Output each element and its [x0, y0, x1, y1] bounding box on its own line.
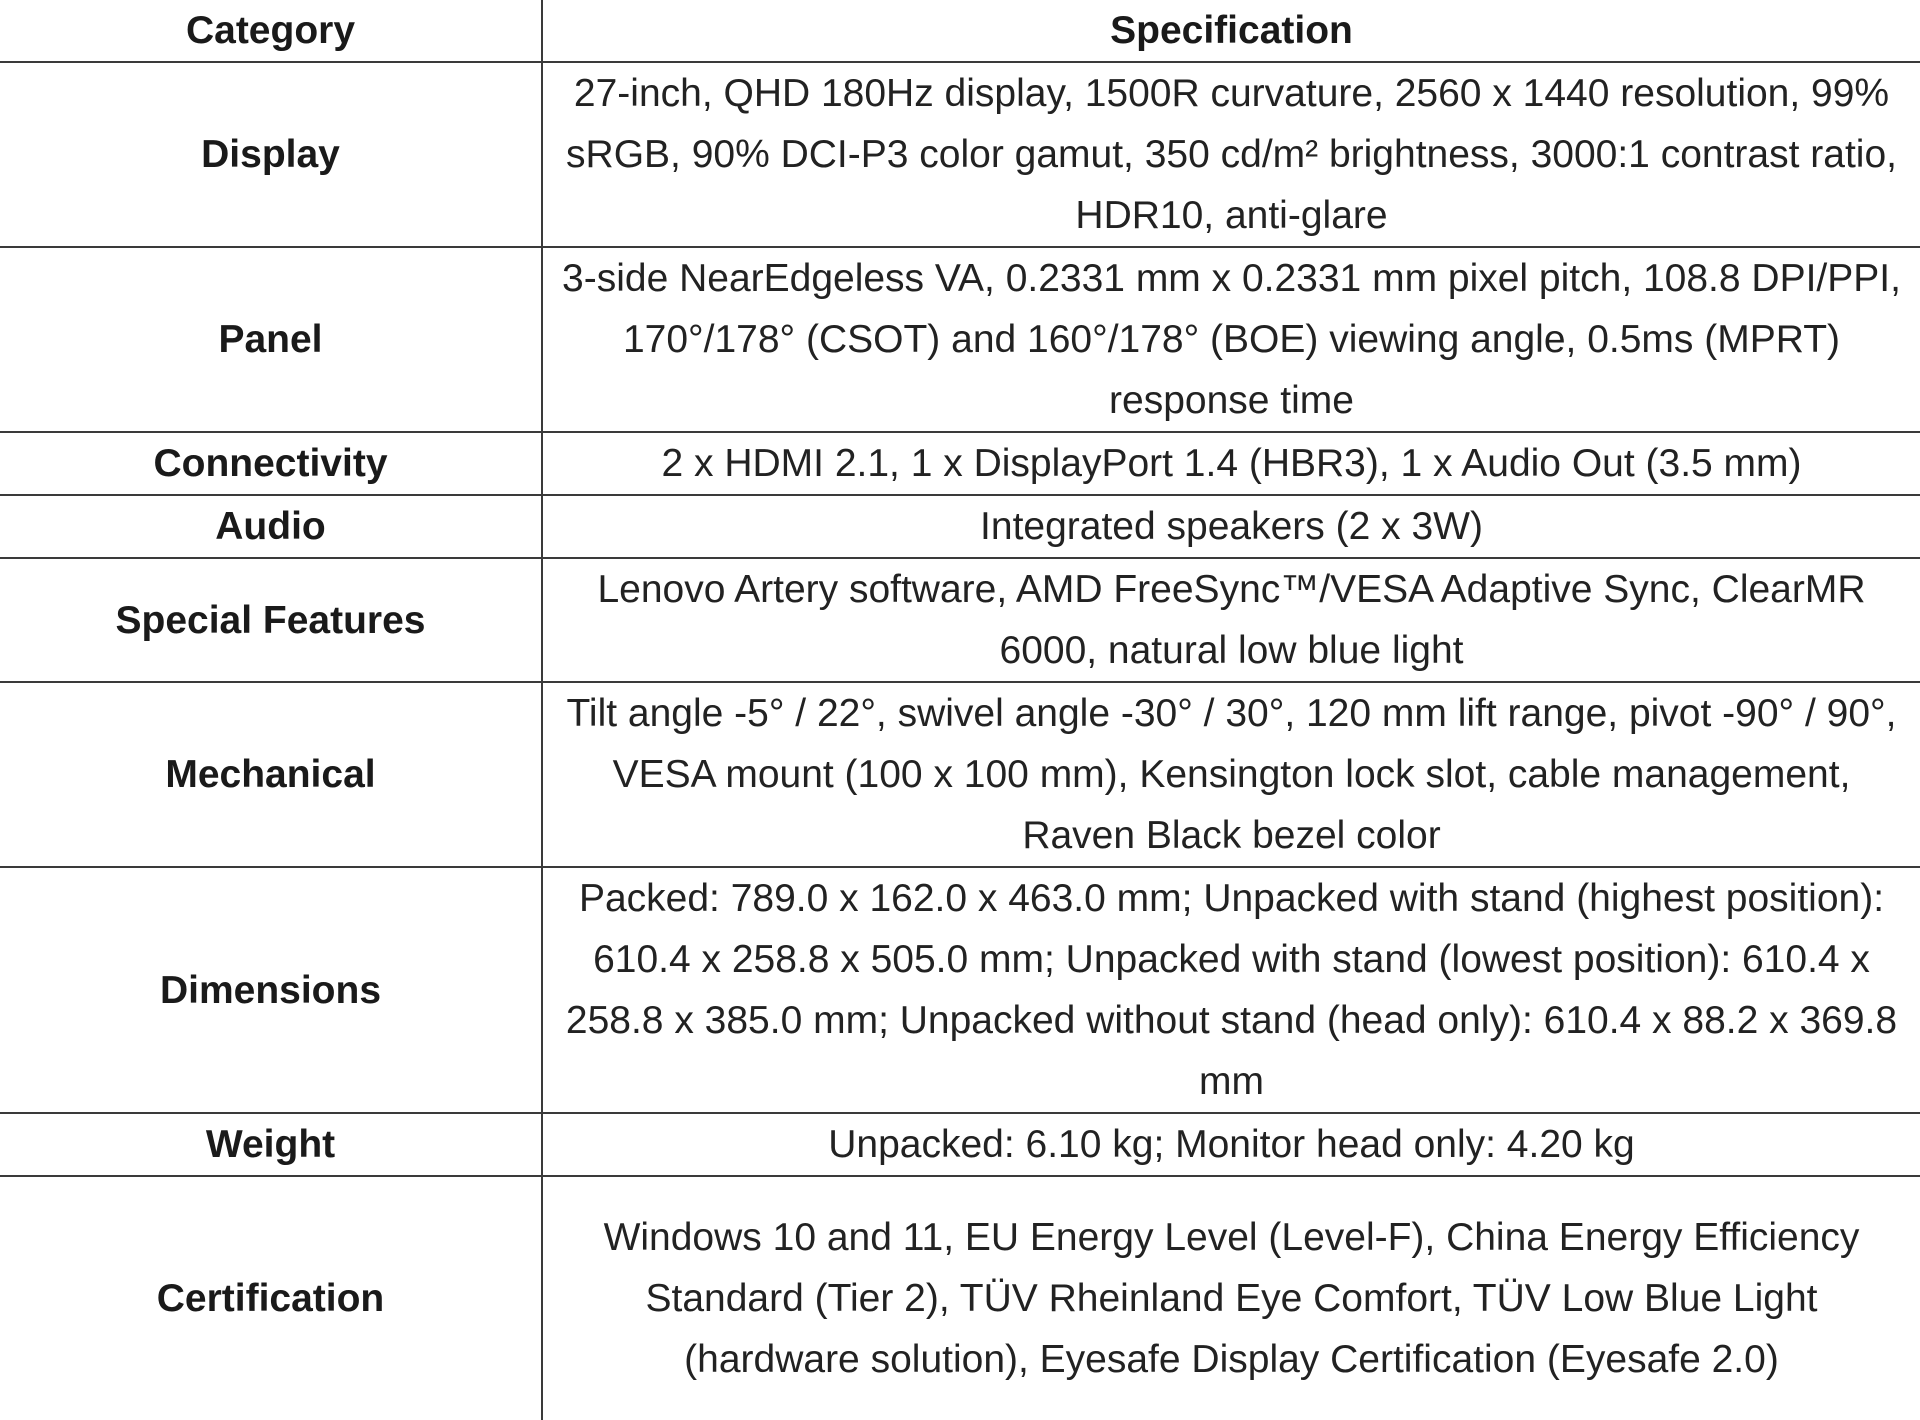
- category-cell: Certification: [0, 1176, 542, 1420]
- category-cell: Panel: [0, 247, 542, 432]
- table-row: [0, 495, 1920, 558]
- table-row: [0, 432, 1920, 495]
- table-row: [0, 558, 1920, 682]
- table-row: [0, 62, 1920, 247]
- specification-cell: Tilt angle -5° / 22°, swivel angle -30° / 30°, 120 mm lift range, pivot -90° / 90°, VESA mount (100 x 100 mm), Kensington lock slot, cable management, Raven Black bezel color: [542, 682, 1920, 867]
- table-body: [0, 62, 1920, 1420]
- category-cell: Weight: [0, 1113, 542, 1176]
- specification-cell: Integrated speakers (2 x 3W): [542, 495, 1920, 558]
- specification-cell: Unpacked: 6.10 kg; Monitor head only: 4.20 kg: [542, 1113, 1920, 1176]
- table-header: [0, 0, 1920, 62]
- header-category: Category: [0, 0, 542, 62]
- category-cell: Mechanical: [0, 682, 542, 867]
- table-row: [0, 682, 1920, 867]
- table-row: [0, 247, 1920, 432]
- category-cell: Special Features: [0, 558, 542, 682]
- specification-cell: Windows 10 and 11, EU Energy Level (Level-F), China Energy Efficiency Standard (Tier 2), TÜV Rheinland Eye Comfort, TÜV Low Blue Light (hardware solution), Eyesafe Display Certification (Eyesafe 2.0): [542, 1176, 1920, 1420]
- specification-cell: 27-inch, QHD 180Hz display, 1500R curvature, 2560 x 1440 resolution, 99% sRGB, 90% DCI-P3 color gamut, 350 cd/m² brightness, 3000:1 contrast ratio, HDR10, anti-glare: [542, 62, 1920, 247]
- category-cell: Audio: [0, 495, 542, 558]
- header-specification: Specification: [542, 0, 1920, 62]
- specification-cell: Lenovo Artery software, AMD FreeSync™/VESA Adaptive Sync, ClearMR 6000, natural low blue light: [542, 558, 1920, 682]
- category-cell: Display: [0, 62, 542, 247]
- header-row: [0, 0, 1920, 62]
- category-cell: Connectivity: [0, 432, 542, 495]
- specification-cell: 3-side NearEdgeless VA, 0.2331 mm x 0.2331 mm pixel pitch, 108.8 DPI/PPI, 170°/178° (CSOT) and 160°/178° (BOE) viewing angle, 0.5ms (MPRT) response time: [542, 247, 1920, 432]
- table-row: [0, 867, 1920, 1113]
- specification-cell: Packed: 789.0 x 162.0 x 463.0 mm; Unpacked with stand (highest position): 610.4 x 258.8 x 505.0 mm; Unpacked with stand (lowest position): 610.4 x 258.8 x 385.0 mm; Unpacked without stand (head only): 610.4 x 88.2 x 369.8 mm: [542, 867, 1920, 1113]
- specification-cell: 2 x HDMI 2.1, 1 x DisplayPort 1.4 (HBR3), 1 x Audio Out (3.5 mm): [542, 432, 1920, 495]
- category-cell: Dimensions: [0, 867, 542, 1113]
- table-row: [0, 1176, 1920, 1420]
- table-row: [0, 1113, 1920, 1176]
